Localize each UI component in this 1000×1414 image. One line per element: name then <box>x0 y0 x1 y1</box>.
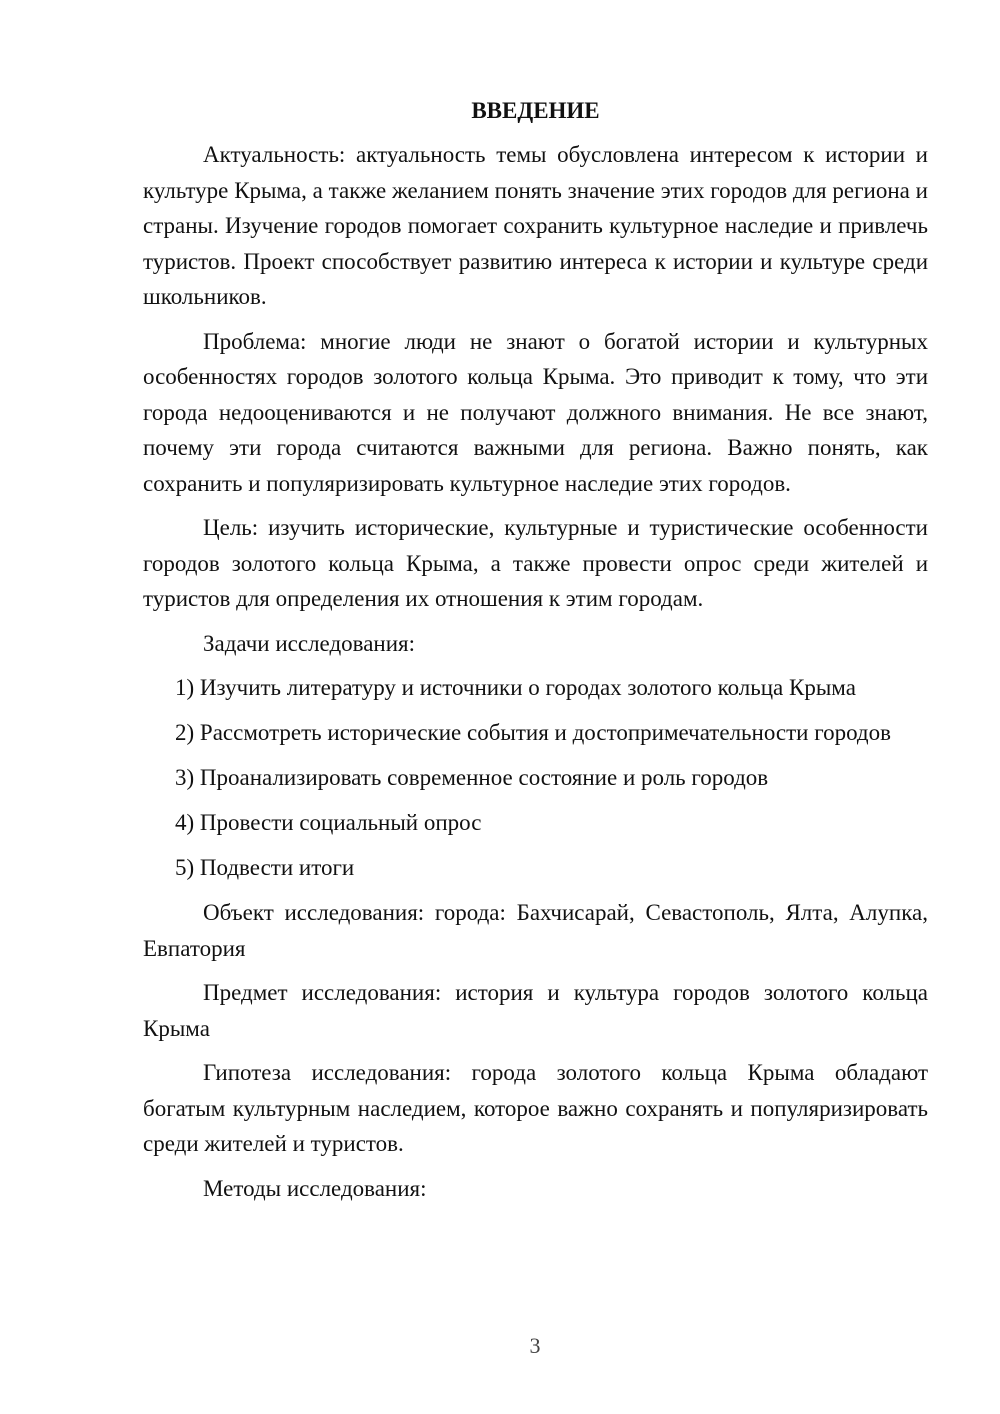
section-heading: ВВЕДЕНИЕ <box>471 98 600 123</box>
page-number: 3 <box>529 1333 541 1358</box>
relevance-paragraph: Актуальность: актуальность темы обусловлена интересом к истории и культуре Крыма, а также желанием понять значение этих городов для региона и страны. Изучение городов помогает сохранить культурное наследие и привлечь туристов. Проект способствует развитию интереса к истории и культуре среди школьников. <box>143 142 928 309</box>
tasks-title: Задачи исследования: <box>203 630 416 656</box>
methods-title: Методы исследования: <box>203 1175 427 1201</box>
problem-paragraph: Проблема: многие люди не знают о богатой истории и культурных особенностях городов золотого кольца Крыма. Это приводит к тому, что эти города недооцениваются и не получают должного внимания. Не все знают, почему эти города считаются важными для региона. Важно понять, как сохранить и популяризировать культурное наследие этих городов. <box>143 328 928 496</box>
task-item-1: 1) Изучить литературу и источники о городах золотого кольца Крыма <box>175 675 856 700</box>
subject-paragraph: Предмет исследования: история и культура городов золотого кольца Крыма <box>143 980 928 1041</box>
task-item-3: 3) Проанализировать современное состояние и роль городов <box>175 765 769 790</box>
hypothesis-paragraph: Гипотеза исследования: города золотого кольца Крыма обладают богатым культурным наследием, которое важно сохранять и популяризировать среди жителей и туристов. <box>143 1060 928 1156</box>
object-paragraph: Объект исследования: города: Бахчисарай, Севастополь, Ялта, Алупка, Евпатория <box>143 900 928 961</box>
task-item-5: 5) Подвести итоги <box>175 855 355 880</box>
task-item-2: 2) Рассмотреть исторические события и достопримечательности городов <box>175 720 891 745</box>
page-content <box>143 93 928 1215</box>
task-item-4: 4) Провести социальный опрос <box>175 810 482 835</box>
goal-paragraph: Цель: изучить исторические, культурные и туристические особенности городов золотого кольца Крыма, а также провести опрос среди жителей и туристов для определения их отношения к этим городам. <box>143 515 928 611</box>
